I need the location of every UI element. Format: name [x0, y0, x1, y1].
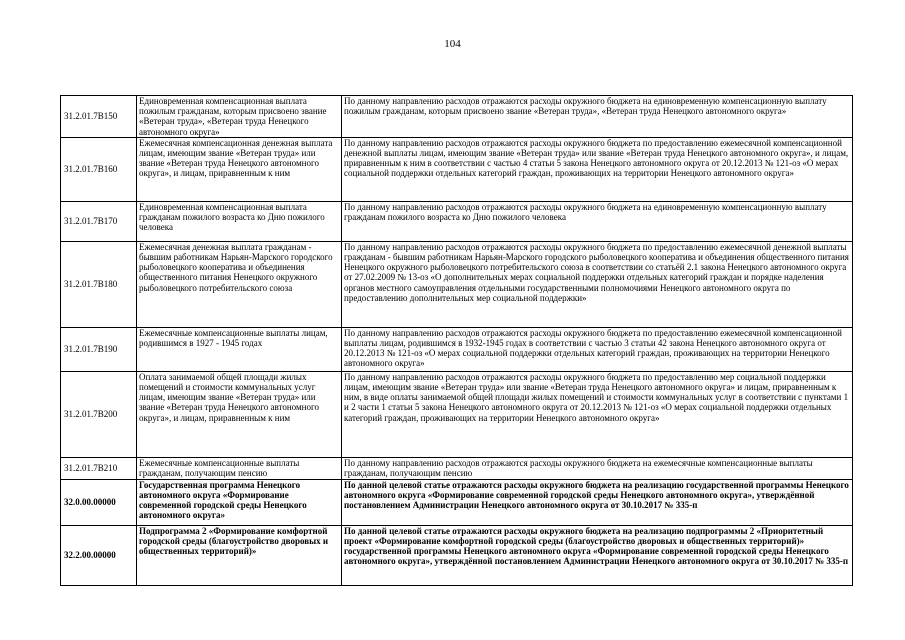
code-cell: 31.2.01.7В210 [61, 457, 137, 479]
table-row [61, 525, 853, 585]
code-cell: 31.2.01.7В170 [61, 201, 137, 241]
code-cell: 31.2.01.7В190 [61, 327, 137, 371]
page-number: 104 [444, 38, 461, 50]
table-row [61, 457, 853, 479]
code-cell: 32.0.00.00000 [61, 479, 137, 525]
name-cell: Единовременная компенсационная выплата гражданам пожилого возраста ко Дню пожилого человека [137, 201, 342, 241]
table-row [61, 241, 853, 327]
table-row [61, 327, 853, 371]
description-cell: По данному направлению расходов отражаются расходы окружного бюджета на ежемесячные компенсационные выплаты гражданам, получающим пенсию [342, 457, 853, 479]
name-cell: Государственная программа Ненецкого автономного округа «Формирование современной городской среды Ненецкого автономного округа» [137, 479, 342, 525]
description-cell: По данной целевой статье отражаются расходы окружного бюджета на реализацию подпрограммы 2 «Приоритетный проект «Формирование комфортной городской среды (благоустройство дворовых и общественных территорий)» государственной программы Ненецкого автономного округа «Формирование современной городской среды Ненецкого автономного округа», утверждённой постановлением Администрации Ненецкого автономного округа от 30.10.2017 № 335-п [342, 525, 853, 585]
description-cell: По данному направлению расходов отражаются расходы окружного бюджета по предоставлению ежемесячной компенсационной денежной выплаты лицам, имеющим звание «Ветеран труда» или звание «Ветеран труда Ненецкого автономного округа», и лицам, приравненным к ним в соответствии с частью 4 статьи 5 закона Ненецкого автономного округа от 20.12.2013 № 121-оз «О мерах социальной поддержки отдельных категорий граждан, проживающих на территории Ненецкого автономного округа» [342, 137, 853, 201]
code-cell: 31.2.01.7В200 [61, 371, 137, 457]
name-cell: Ежемесячные компенсационные выплаты гражданам, получающим пенсию [137, 457, 342, 479]
name-cell: Ежемесячная компенсационная денежная выплата лицам, имеющим звание «Ветеран труда» или звание «Ветеран труда Ненецкого автономного округа», и лицам, приравненным к ним [137, 137, 342, 201]
description-cell: По данному направлению расходов отражаются расходы окружного бюджета на единовременную компенсационную выплату гражданам пожилого возраста ко Дню пожилого человека [342, 201, 853, 241]
code-cell: 31.2.01.7В180 [61, 241, 137, 327]
name-cell: Ежемесячная денежная выплата гражданам - бывшим работникам Нарьян-Марского городского рыболовецкого кооператива и объединения общественного питания Ненецкого окружного рыболовецкого потребительского союза [137, 241, 342, 327]
name-cell: Единовременная компенсационная выплата пожилым гражданам, которым присвоено звание «Ветеран труда», «Ветеран труда Ненецкого автономного округа» [137, 96, 342, 138]
name-cell: Подпрограмма 2 «Формирование комфортной городской среды (благоустройство дворовых и общественных территорий)» [137, 525, 342, 585]
name-cell: Оплата занимаемой общей площади жилых помещений и стоимости коммунальных услуг лицам, имеющим звание «Ветеран труда» или звание «Ветеран труда Ненецкого автономного округа», и лицам, приравненным к ним [137, 371, 342, 457]
code-cell: 31.2.01.7В150 [61, 96, 137, 138]
description-cell: По данной целевой статье отражаются расходы окружного бюджета на реализацию государственной программы Ненецкого автономного округа «Формирование современной городской среды Ненецкого автономного округа», утверждённой постановлением Администрации Ненецкого автономного округа от 30.10.2017 № 335-п [342, 479, 853, 525]
budget-classification-table [60, 95, 853, 586]
table-body [61, 96, 853, 586]
table-row [61, 137, 853, 201]
table-row [61, 201, 853, 241]
table-row [61, 96, 853, 138]
name-cell: Ежемесячные компенсационные выплаты лицам, родившимся в 1927 - 1945 годах [137, 327, 342, 371]
code-cell: 32.2.00.00000 [61, 525, 137, 585]
description-cell: По данному направлению расходов отражаются расходы окружного бюджета на единовременную компенсационную выплату пожилым гражданам, которым присвоено звание «Ветеран труда», «Ветеран труда Ненецкого автономного округа» [342, 96, 853, 138]
description-cell: По данному направлению расходов отражаются расходы окружного бюджета по предоставлению ежемесячной компенсационной выплаты лицам, родившимся в 1932-1945 годах в соответствии с частью 3 статьи 42 закона Ненецкого автономного округа от 20.12.2013 № 121-оз «О мерах социальной поддержки отдельных категорий граждан, проживающих на территории Ненецкого автономного округа» [342, 327, 853, 371]
table-row [61, 371, 853, 457]
description-cell: По данному направлению расходов отражаются расходы окружного бюджета по предоставлению мер социальной поддержки лицам, имеющим звание «Ветеран труда» или звание «Ветеран труда Ненецкого автономного округа» и лицам, приравненным к ним, в виде оплаты занимаемой общей площади жилых помещений и стоимости коммунальных услуг в соответствии с пунктами 1 и 2 части 1 статьи 5 закона Ненецкого автономного округа от 20.12.2013 № 121-оз «О мерах социальной поддержки отдельных категорий граждан, проживающих на территории Ненецкого автономного округа» [342, 371, 853, 457]
table-row [61, 479, 853, 525]
description-cell: По данному направлению расходов отражаются расходы окружного бюджета по предоставлению ежемесячной денежной выплаты гражданам - бывшим работникам Нарьян-Марского городского рыболовецкого кооператива и объединения общественного питания Ненецкого окружного рыболовецкого потребительского союза в соответствии со статьёй 2.1 закона Ненецкого автономного округа от 27.02.2009 № 13-оз «О дополнительных мерах социальной поддержки отдельных категорий граждан и порядке наделения органов местного самоуправления отдельными государственными полномочиями Ненецкого автономного округа по предоставлению дополнительных мер социальной поддержки» [342, 241, 853, 327]
code-cell: 31.2.01.7В160 [61, 137, 137, 201]
